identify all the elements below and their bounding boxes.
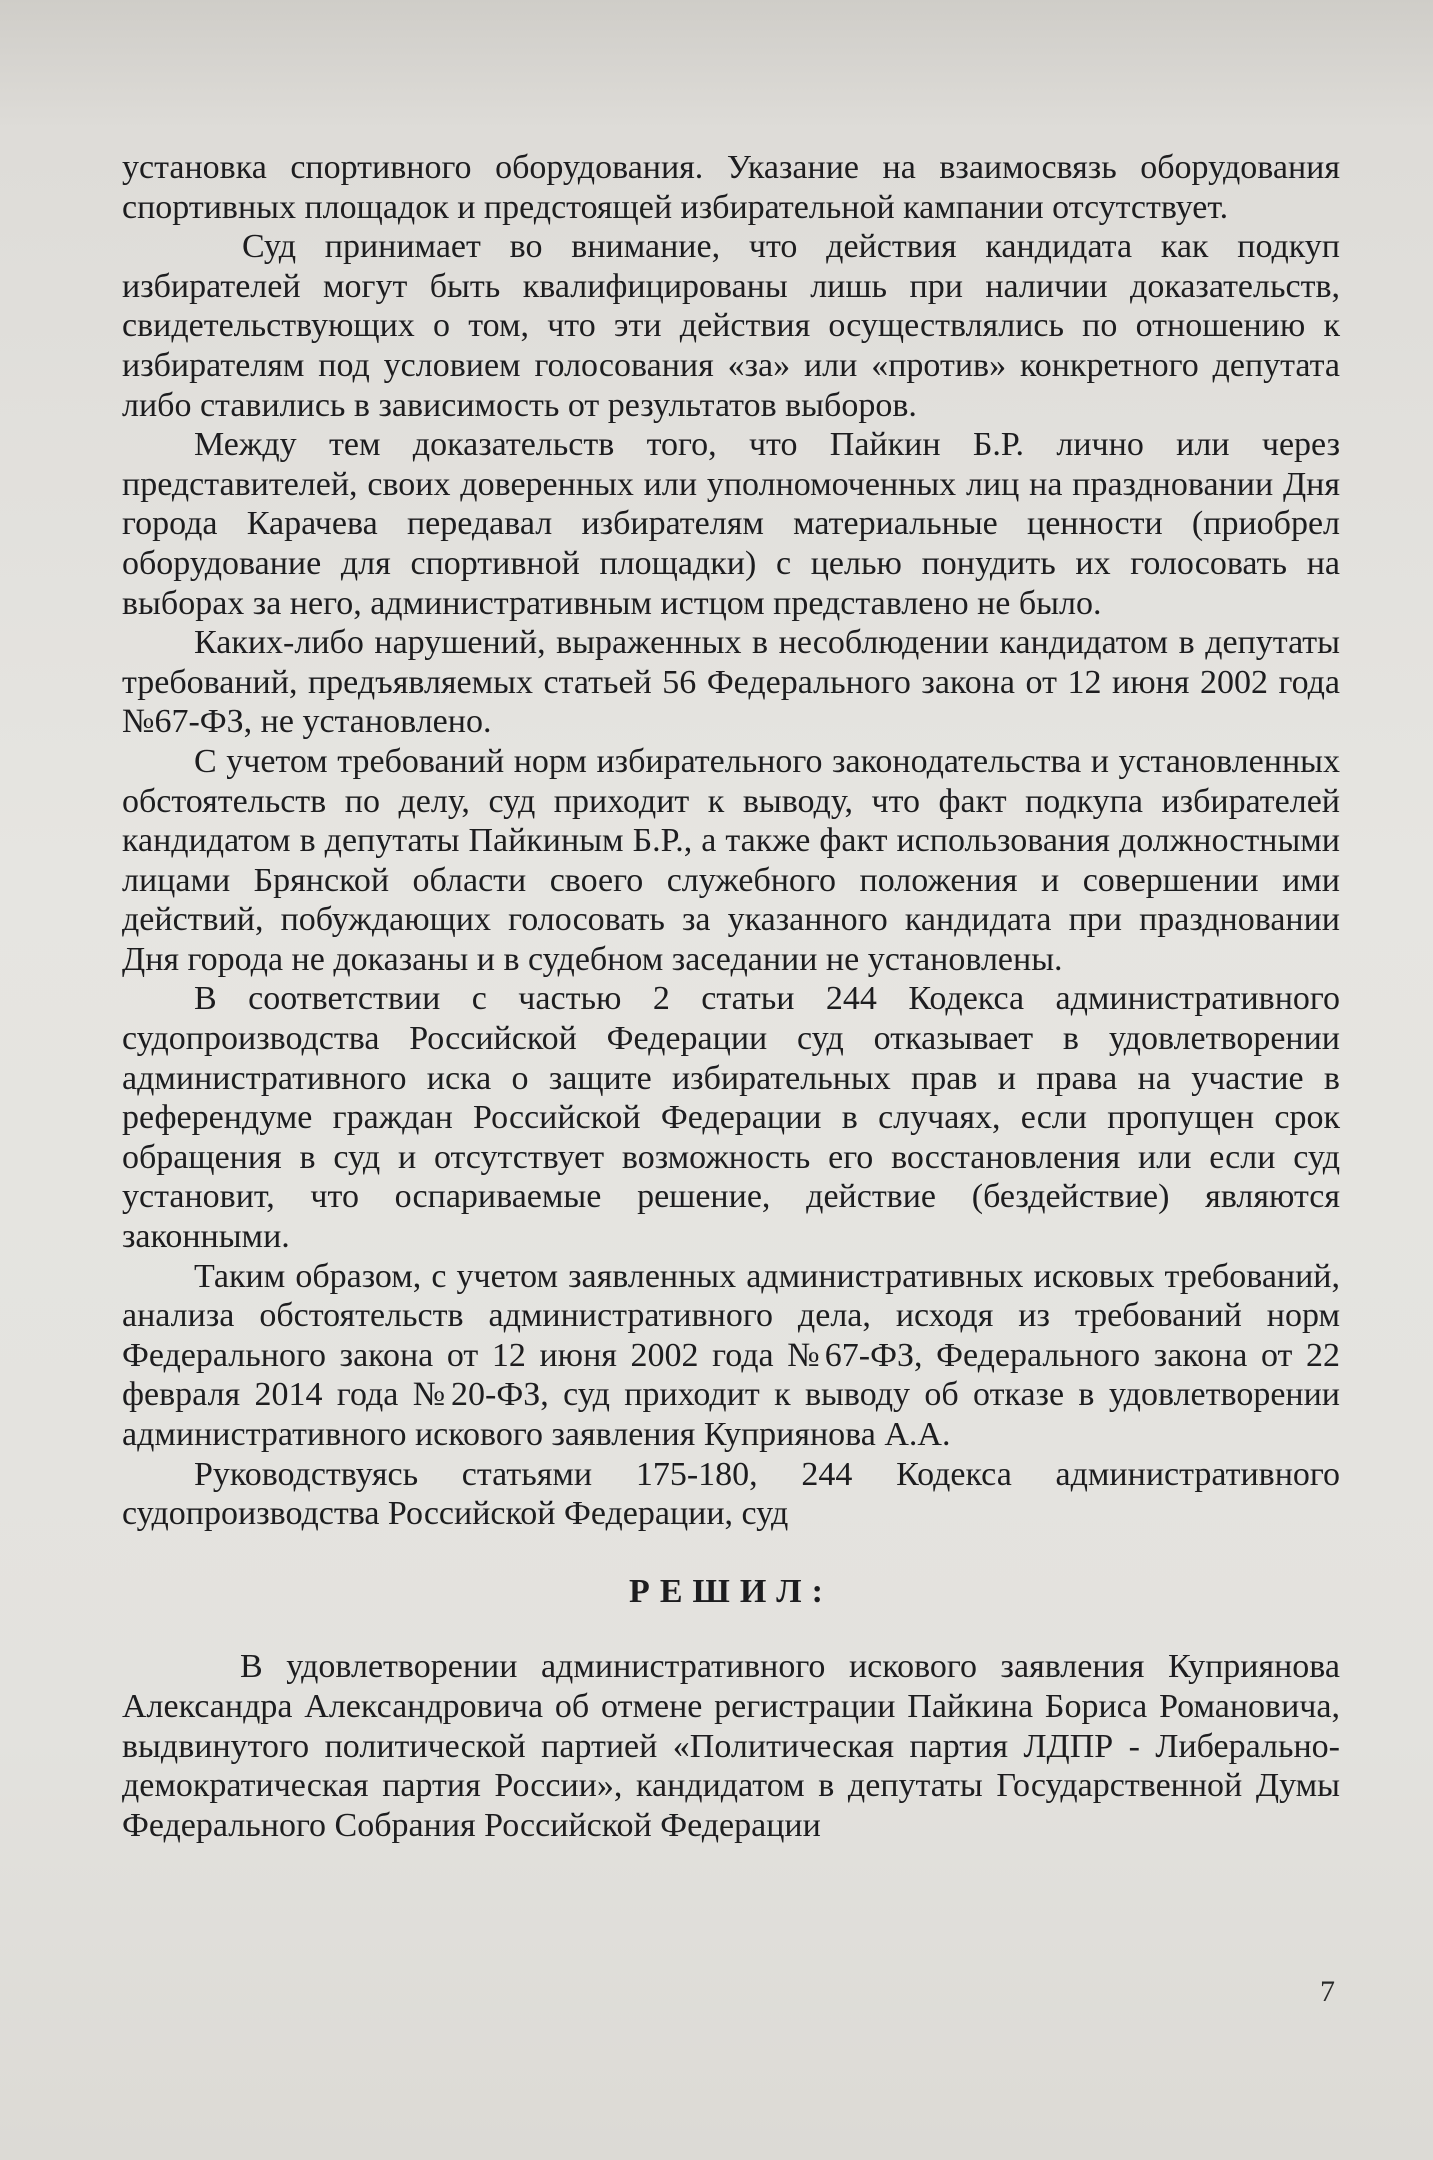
paragraph-evidence: Между тем доказательств того, что Пайкин Б.Р. лично или через представителей, своих доверенных или уполномоченных лиц на праздновании Дня города Карачева передавал избирателям материальные ценности (приобрел оборудование для спортивной площадки) с целью понудить их голосовать на выборах за него, административным истцом представлено не было. (122, 426, 1340, 622)
decision-text: В удовлетворении административного искового заявления Куприянова Александра Александровича об отмене регистрации Пайкина Бориса Романовича, выдвинутого политической партией «Политическая партия ЛДПР - Либерально-демократическая партия России», кандидатом в депутаты Государственной Думы Федерального Собрания Российской Федерации (122, 1648, 1340, 1844)
paragraph-conclusion: С учетом требований норм избирательного законодательства и установленных обстоятельств по делу, суд приходит к выводу, что факт подкупа избирателей кандидатом в депутаты Пайкиным Б.Р., а также факт использования должностными лицами Брянской области своего служебного положения и совершении ими действий, побуждающих голосовать за указанного кандидата при праздновании Дня города не доказаны и в судебном заседании не установлены. (122, 742, 1340, 978)
paragraph-equipment: установка спортивного оборудования. Указание на взаимосвязь оборудования спортивных площадок и предстоящей избирательной кампании отсутствует. (122, 149, 1340, 226)
paragraph-article-244: В соответствии с частью 2 статьи 244 Кодекса административного судопроизводства Российской Федерации суд отказывает в удовлетворении административного иска о защите избирательных прав и права на участие в референдуме граждан Российской Федерации в случаях, если пропущен срок обращения в суд и отсутствует возможность его восстановления или если суд установит, что оспариваемые решение, действие (бездействие) являются законными. (122, 980, 1340, 1256)
paragraph-no-violations: Каких-либо нарушений, выраженных в несоблюдении кандидатом в депутаты требований, предъявляемых статьей 56 Федерального закона от 12 июня 2002 года №67-ФЗ, не установлено. (122, 624, 1340, 741)
paragraph-guided-by: Руководствуясь статьями 175-180, 244 Кодекса административного судопроизводства Российской Федерации, суд (122, 1455, 1340, 1533)
page-number: 7 (1320, 1975, 1335, 2008)
paragraph-thus: Таким образом, с учетом заявленных административных исковых требований, анализа обстоятельств административного дела, исходя из требований норм Федерального закона от 12 июня 2002 года №67-ФЗ, Федерального закона от 22 февраля 2014 года №20-ФЗ, суд приходит к выводу об отказе в удовлетворении административного искового заявления Куприянова А.А. (122, 1257, 1340, 1453)
decision-heading: РЕШИЛ: (629, 1572, 833, 1610)
paragraph-court-considers: Суд принимает во внимание, что действия кандидата как подкуп избирателей могут быть квалифицированы лишь при наличии доказательств, свидетельствующих о том, что эти действия осуществлялись по отношению к избирателям под условием голосования «за» или «против» конкретного депутата либо ставились в зависимость от результатов выборов. (122, 228, 1340, 424)
document-body (122, 148, 1340, 1845)
